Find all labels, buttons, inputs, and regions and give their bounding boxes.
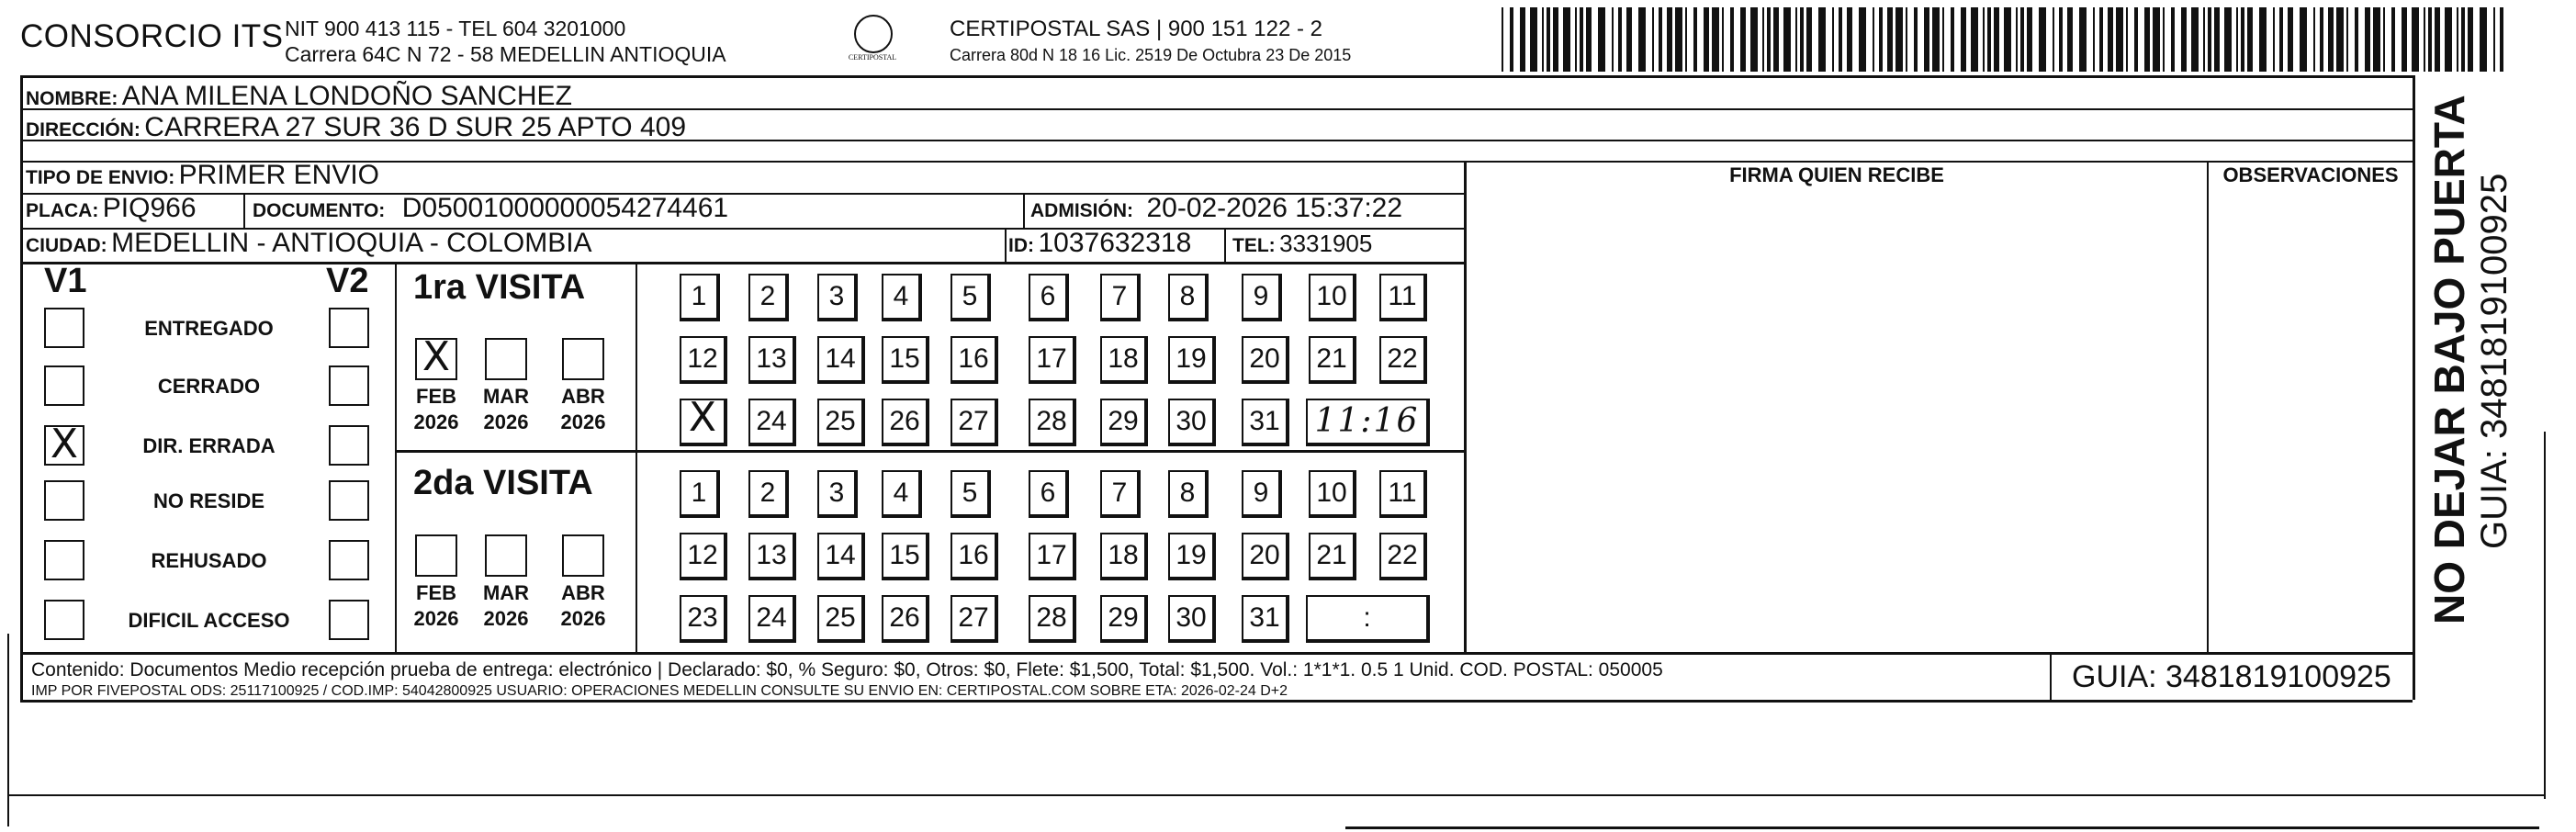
observations-header: OBSERVACIONES <box>2222 163 2399 186</box>
day-box[interactable]: 15 <box>882 336 929 384</box>
logo-circle-icon <box>854 15 893 53</box>
tel-row <box>1232 230 1372 258</box>
v2-checkbox[interactable] <box>329 365 369 406</box>
day-box[interactable]: 2 <box>748 274 789 321</box>
day-box[interactable]: 16 <box>951 336 998 384</box>
tel-value: 3331905 <box>1279 230 1373 257</box>
x-mark-icon: X <box>688 394 717 441</box>
v1-checkbox[interactable] <box>44 365 84 406</box>
month-year: 2026 <box>483 607 529 630</box>
status-label: DIR. ERRADA <box>142 434 276 457</box>
month-checkbox[interactable] <box>415 534 457 577</box>
admission-label: ADMISIÓN: <box>1030 200 1133 221</box>
day-box[interactable]: 15 <box>882 533 929 580</box>
v2-checkbox[interactable] <box>329 425 369 466</box>
month-label: ABR <box>561 385 605 408</box>
city-value: MEDELLIN - ANTIOQUIA - COLOMBIA <box>111 228 592 258</box>
day-box[interactable]: 7 <box>1100 470 1141 518</box>
month-label: FEB <box>416 581 456 604</box>
day-box[interactable]: 3 <box>817 470 858 518</box>
status-label: ENTREGADO <box>144 317 274 340</box>
day-box[interactable]: 16 <box>951 533 998 580</box>
status-label: NO RESIDE <box>152 489 265 512</box>
day-box[interactable]: 30 <box>1168 595 1216 643</box>
day-box[interactable]: 11 <box>1379 274 1427 321</box>
day-box[interactable]: 4 <box>882 274 922 321</box>
month-label: ABR <box>561 581 605 604</box>
month-checkbox[interactable] <box>562 338 604 380</box>
name-row <box>26 81 572 112</box>
v2-checkbox[interactable] <box>329 600 369 640</box>
recipient-name: ANA MILENA LONDOÑO SANCHEZ <box>121 81 572 111</box>
day-box[interactable]: 11 <box>1379 470 1427 518</box>
day-box[interactable]: 19 <box>1168 533 1216 580</box>
day-box[interactable]: 4 <box>882 470 922 518</box>
v2-label: V2 <box>326 262 369 300</box>
city-label: CIUDAD: <box>26 235 107 256</box>
day-box[interactable]: 8 <box>1168 470 1209 518</box>
month-label: MAR <box>482 581 530 604</box>
admission-row <box>1030 193 1402 224</box>
footer-guia: GUIA: 3481819100925 <box>2072 659 2391 694</box>
month-year: 2026 <box>483 410 529 433</box>
day-box[interactable]: 12 <box>680 533 727 580</box>
footer-content-line: Contenido: Documentos Medio recepción prueba de entrega: electrónico | Declarado: $0, % Seguro: $0, Otros: $0, Flete: $1,500, Total: $1,500. Vol.: 1*1*1. 0.5 1 Unid. COD. POSTAL: 050005 <box>31 659 1663 680</box>
month-checkbox[interactable] <box>415 333 457 380</box>
x-mark-icon: X <box>50 421 79 467</box>
x-mark-icon: X <box>422 333 451 380</box>
day-box[interactable]: 12 <box>680 336 727 384</box>
day-box[interactable]: 13 <box>748 533 796 580</box>
company-name: CONSORCIO ITS <box>20 18 284 54</box>
day-box[interactable]: 31 <box>1242 595 1289 643</box>
shipment-label: TIPO DE ENVIO: <box>26 167 175 188</box>
admission-value: 20-02-2026 15:37:22 <box>1146 193 1403 223</box>
day-box[interactable]: 20 <box>1242 533 1289 580</box>
day-box[interactable]: 14 <box>817 533 865 580</box>
day-box[interactable]: 24 <box>748 595 796 643</box>
day-box[interactable]: 1 <box>680 470 720 518</box>
company-nit: NIT 900 413 115 - TEL 604 3201000 <box>285 17 626 40</box>
month-year: 2026 <box>413 410 459 433</box>
day-box[interactable]: 20 <box>1242 336 1289 384</box>
day-box[interactable]: 5 <box>951 274 991 321</box>
footer-print-line: IMP POR FIVEPOSTAL ODS: 25117100925 / COD.IMP: 54042800925 USUARIO: OPERACIONES MEDELLIN CONSULTE SU ENVIO EN: CERTIPOSTAL.COM SOBRE ETA: 2026-02-24 D+2 <box>31 683 1288 699</box>
id-value: 1037632318 <box>1038 228 1192 258</box>
plate-value: PIQ966 <box>102 193 197 223</box>
id-row <box>1008 228 1191 259</box>
day-box[interactable]: 26 <box>882 595 929 643</box>
logo-text: CERTIPOSTAL <box>848 53 897 62</box>
certipostal-name: CERTIPOSTAL SAS | 900 151 122 - 2 <box>950 17 1322 41</box>
day-box[interactable]: 23 <box>680 595 727 643</box>
day-box[interactable]: 9 <box>1242 470 1282 518</box>
day-box[interactable]: 22 <box>1379 336 1427 384</box>
day-box[interactable]: 24 <box>748 399 796 446</box>
month-year: 2026 <box>413 607 459 630</box>
signature-header: FIRMA QUIEN RECIBE <box>1729 163 1944 186</box>
recipient-address: CARRERA 27 SUR 36 D SUR 25 APTO 409 <box>144 112 686 142</box>
day-box[interactable] <box>680 394 727 446</box>
plate-row <box>26 193 197 224</box>
company-address: Carrera 64C N 72 - 58 MEDELLIN ANTIOQUIA <box>285 42 726 66</box>
month-label: MAR <box>482 385 530 408</box>
day-box[interactable]: 28 <box>1029 595 1076 643</box>
day-box[interactable]: 5 <box>951 470 991 518</box>
name-label: NOMBRE: <box>26 88 118 109</box>
visit1-title: 1ra VISITA <box>413 268 586 307</box>
day-box[interactable]: 13 <box>748 336 796 384</box>
document-row <box>253 193 728 224</box>
status-label: DIFICIL ACCESO <box>128 609 290 632</box>
day-box[interactable]: 21 <box>1309 533 1356 580</box>
day-box[interactable]: 30 <box>1168 399 1216 446</box>
v1-checkbox[interactable] <box>44 308 84 348</box>
month-checkbox[interactable] <box>562 534 604 577</box>
barcode <box>1502 7 2512 72</box>
day-box[interactable]: 9 <box>1242 274 1282 321</box>
status-label: CERRADO <box>157 375 261 398</box>
tel-label: TEL: <box>1232 235 1276 256</box>
day-box[interactable]: 18 <box>1100 533 1148 580</box>
v2-checkbox[interactable] <box>329 308 369 348</box>
document-value: D05001000000054274461 <box>401 193 729 223</box>
day-box[interactable]: 10 <box>1309 274 1356 321</box>
month-checkbox[interactable] <box>485 534 527 577</box>
address-label: DIRECCIÓN: <box>26 119 141 141</box>
visit2-title: 2da VISITA <box>413 464 593 502</box>
month-label: FEB <box>416 385 456 408</box>
v1-checkbox[interactable] <box>44 540 84 580</box>
month-checkbox[interactable] <box>485 338 527 380</box>
id-label: ID: <box>1008 235 1034 256</box>
day-box[interactable]: 28 <box>1029 399 1076 446</box>
month-year: 2026 <box>560 410 606 433</box>
day-box[interactable]: 22 <box>1379 533 1427 580</box>
day-box[interactable]: 25 <box>817 595 865 643</box>
day-box[interactable]: 2 <box>748 470 789 518</box>
v1-checkbox[interactable] <box>44 600 84 640</box>
document-label: DOCUMENTO: <box>253 200 386 221</box>
day-box[interactable]: 29 <box>1100 595 1148 643</box>
v2-checkbox[interactable] <box>329 480 369 521</box>
day-box[interactable]: 26 <box>882 399 929 446</box>
time-box[interactable]: 11:16 <box>1306 399 1430 446</box>
shipment-type: PRIMER ENVIO <box>178 160 380 190</box>
day-box[interactable]: 27 <box>951 399 998 446</box>
v1-checkbox[interactable] <box>44 480 84 521</box>
no-dejar-notice: NO DEJAR BAJO PUERTA <box>2425 95 2473 624</box>
day-box[interactable]: 6 <box>1029 274 1069 321</box>
day-box[interactable]: 14 <box>817 336 865 384</box>
day-box[interactable]: 8 <box>1168 274 1209 321</box>
day-box[interactable]: 17 <box>1029 533 1076 580</box>
city-row <box>26 228 592 259</box>
day-box[interactable]: 19 <box>1168 336 1216 384</box>
v1-checkbox[interactable] <box>44 421 84 467</box>
certipostal-logo <box>840 15 905 62</box>
side-guia: GUIA: 3481819100925 <box>2474 173 2514 549</box>
day-box[interactable]: 31 <box>1242 399 1289 446</box>
day-box[interactable]: 6 <box>1029 470 1069 518</box>
status-label: REHUSADO <box>151 549 267 572</box>
plate-label: PLACA: <box>26 200 99 221</box>
day-box[interactable]: 7 <box>1100 274 1141 321</box>
day-box[interactable]: 27 <box>951 595 998 643</box>
address-row <box>26 112 686 143</box>
day-box[interactable]: 17 <box>1029 336 1076 384</box>
month-year: 2026 <box>560 607 606 630</box>
time-box[interactable]: : <box>1306 595 1430 643</box>
v1-label: V1 <box>44 262 87 300</box>
day-box[interactable]: 29 <box>1100 399 1148 446</box>
day-box[interactable]: 21 <box>1309 336 1356 384</box>
certipostal-address: Carrera 80d N 18 16 Lic. 2519 De Octubra 23 De 2015 <box>950 46 1352 64</box>
day-box[interactable]: 3 <box>817 274 858 321</box>
v2-checkbox[interactable] <box>329 540 369 580</box>
day-box[interactable]: 25 <box>817 399 865 446</box>
shipment-row <box>26 160 379 191</box>
day-box[interactable]: 1 <box>680 274 720 321</box>
day-box[interactable]: 10 <box>1309 470 1356 518</box>
day-box[interactable]: 18 <box>1100 336 1148 384</box>
